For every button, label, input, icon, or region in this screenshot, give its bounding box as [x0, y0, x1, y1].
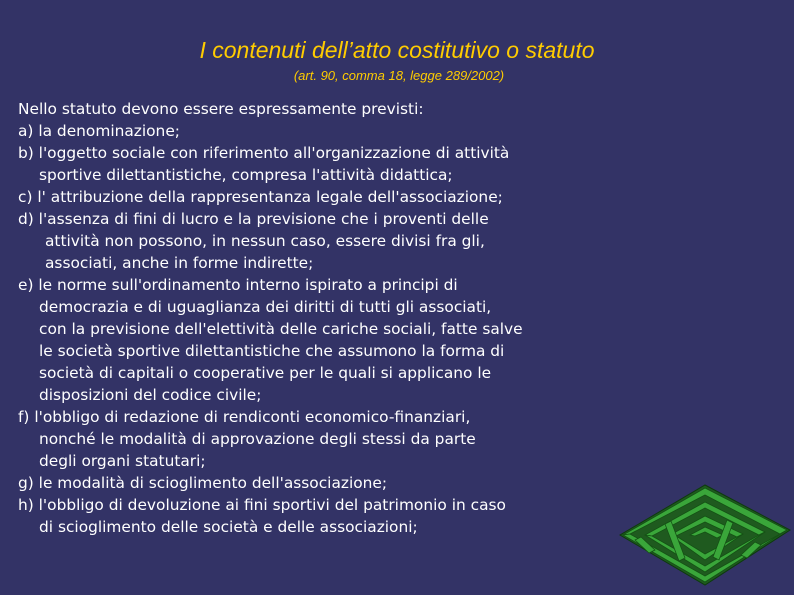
item-a-line: a) la denominazione; [18, 122, 180, 140]
item-e-continuation: società di capitali o cooperative per le quali si applicano le [39, 364, 492, 382]
item-d-continuation: associati, anche in forme indirette; [45, 254, 314, 272]
statute-content [18, 98, 658, 538]
item-e-continuation: democrazia e di uguaglianza dei diritti di tutti gli associati, [39, 298, 492, 316]
slide-subtitle: (art. 90, comma 18, legge 289/2002) [293, 68, 505, 83]
item-f-continuation: nonché le modalità di approvazione degli stessi da parte [39, 430, 476, 448]
item-b-continuation: sportive dilettantistiche, compresa l'attività didattica; [39, 166, 453, 184]
hedge-maze-icon [615, 480, 794, 590]
item-g-line: g) le modalità di scioglimento dell'associazione; [18, 474, 388, 492]
slide-title: I contenuti dell’atto costitutivo o statuto [199, 37, 595, 63]
item-d-continuation: attività non possono, in nessun caso, essere divisi fra gli, [45, 232, 485, 250]
item-d-line: d) l'assenza di fini di lucro e la previsione che i proventi delle [18, 210, 489, 228]
item-f-continuation: degli organi statutari; [39, 452, 206, 470]
item-h-continuation: di scioglimento delle società e delle associazioni; [39, 518, 418, 536]
item-e-continuation: con la previsione dell'elettività delle cariche sociali, fatte salve [39, 320, 523, 338]
item-e-continuation: le società sportive dilettantistiche che assumono la forma di [39, 342, 505, 360]
intro-line: Nello statuto devono essere espressamente previsti: [18, 100, 424, 118]
item-f-line: f) l'obbligo di redazione di rendiconti economico-finanziari, [18, 408, 471, 426]
item-b-line: b) l'oggetto sociale con riferimento all'organizzazione di attività [18, 144, 510, 162]
item-c-line: c) l' attribuzione della rappresentanza legale dell'associazione; [18, 188, 503, 206]
item-h-line: h) l'obbligo di devoluzione ai fini sportivi del patrimonio in caso [18, 496, 506, 514]
item-e-line: e) le norme sull'ordinamento interno ispirato a principi di [18, 276, 458, 294]
item-e-continuation: disposizioni del codice civile; [39, 386, 262, 404]
